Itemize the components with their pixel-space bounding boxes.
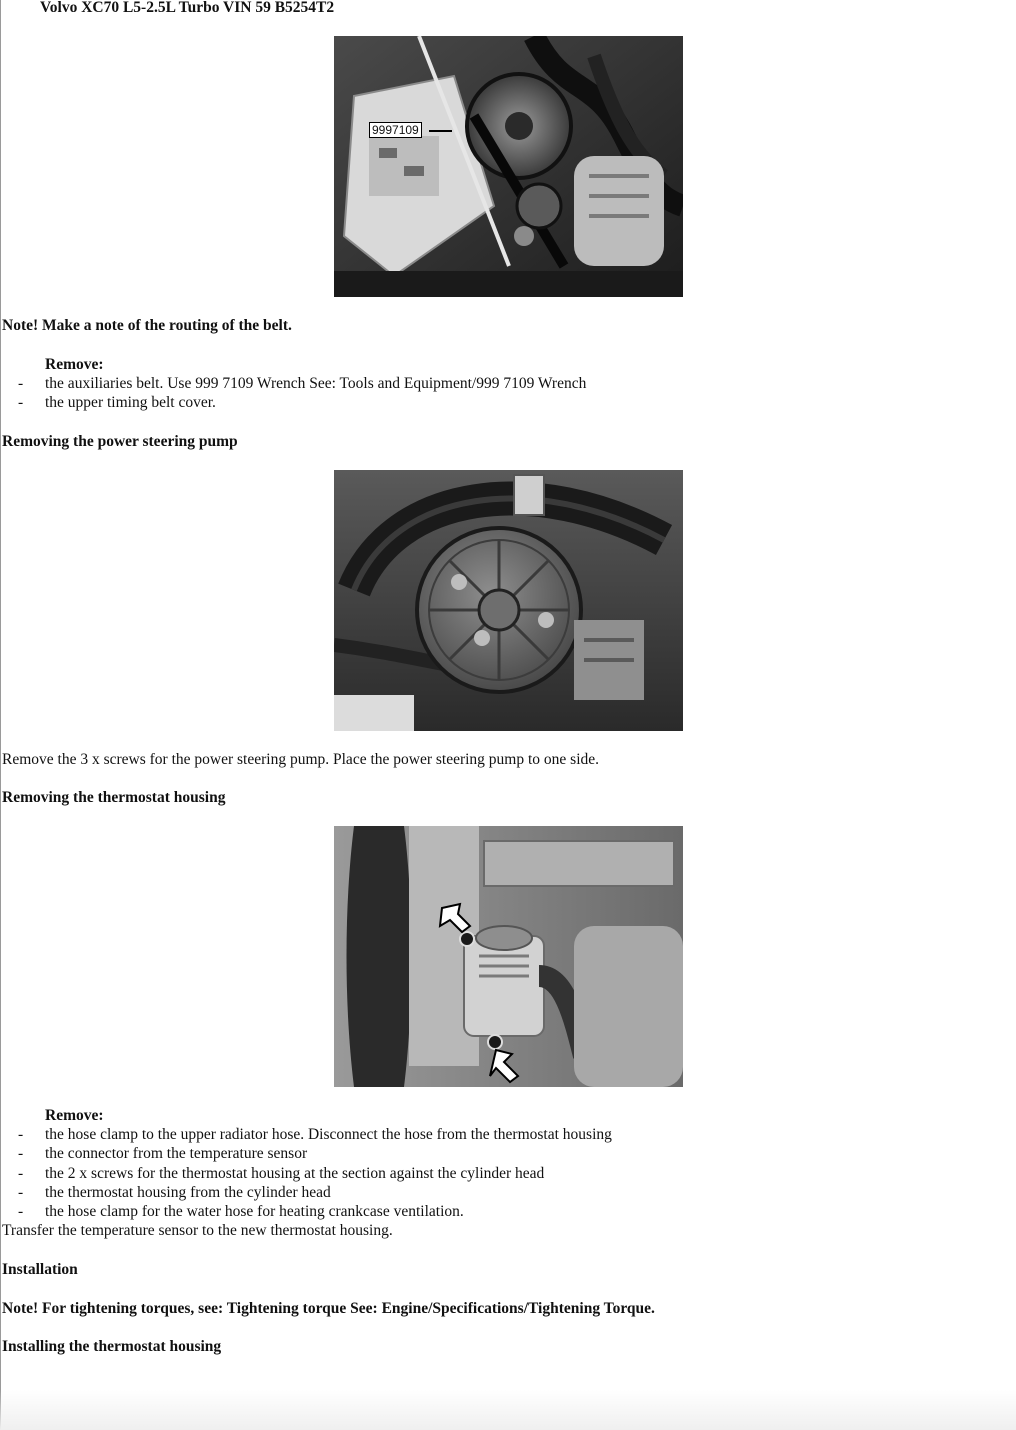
- engine-photo-belt-illustration: [334, 36, 683, 297]
- engine-photo-pump-illustration: [334, 470, 683, 731]
- heading-installing-thermostat-housing: Installing the thermostat housing: [2, 1338, 222, 1355]
- list-item: [0, 1202, 612, 1221]
- remove-heading-2: Remove:: [45, 1107, 104, 1124]
- list-item-text: the hose clamp for the water hose for heating crankcase ventilation.: [45, 1203, 464, 1221]
- list-item: [0, 1183, 612, 1202]
- power-steering-instruction-text: Remove the 3 x screws for the power steering pump. Place the power steering pump to one side.: [2, 751, 600, 768]
- list-item: [0, 393, 586, 412]
- list-dash: -: [18, 375, 24, 392]
- list-dash: -: [18, 1126, 24, 1143]
- transfer-sensor-text: Transfer the temperature sensor to the new thermostat housing.: [2, 1222, 393, 1239]
- list-item: [0, 374, 586, 393]
- figure-auxiliaries-belt-photo: [334, 36, 683, 297]
- list-item-text: the 2 x screws for the thermostat housing at the section against the cylinder head: [45, 1164, 545, 1182]
- list-item: [0, 1164, 612, 1183]
- page-bottom-shadow: [0, 1390, 1016, 1430]
- remove-list-1: [0, 374, 586, 413]
- list-item: [0, 1144, 612, 1163]
- list-dash: -: [18, 1164, 24, 1182]
- list-item-text: the thermostat housing from the cylinder head: [45, 1183, 331, 1201]
- figure-power-steering-pump-photo: [334, 470, 683, 731]
- remove-list-2: [0, 1125, 612, 1221]
- remove-heading-1: Remove:: [45, 356, 104, 373]
- note-tightening-torques: Note! For tightening torques, see: Tightening torque See: Engine/Specifications/Tightening Torque.: [2, 1300, 655, 1317]
- list-dash: -: [18, 1203, 24, 1221]
- list-dash: -: [18, 1145, 24, 1163]
- list-item: [0, 1125, 612, 1144]
- note-belt-routing: Note! Make a note of the routing of the belt.: [2, 317, 292, 334]
- tool-callout-label: 9997109: [369, 122, 422, 138]
- list-dash: -: [18, 1183, 24, 1201]
- list-item-text: the upper timing belt cover.: [45, 394, 216, 412]
- list-item-text: the hose clamp to the upper radiator hose. Disconnect the hose from the thermostat housing: [45, 1126, 612, 1143]
- heading-removing-power-steering-pump: Removing the power steering pump: [2, 433, 238, 450]
- document-title: Volvo XC70 L5-2.5L Turbo VIN 59 B5254T2: [40, 0, 335, 16]
- list-item-text: the connector from the temperature sensor: [45, 1145, 308, 1163]
- list-dash: -: [18, 394, 24, 412]
- figure-thermostat-housing-photo: [334, 826, 683, 1087]
- engine-photo-thermostat-illustration: [334, 826, 683, 1087]
- heading-removing-thermostat-housing: Removing the thermostat housing: [2, 789, 226, 806]
- list-item-text: the auxiliaries belt. Use 999 7109 Wrench See: Tools and Equipment/999 7109 Wrench: [45, 375, 587, 392]
- heading-installation: Installation: [2, 1261, 78, 1278]
